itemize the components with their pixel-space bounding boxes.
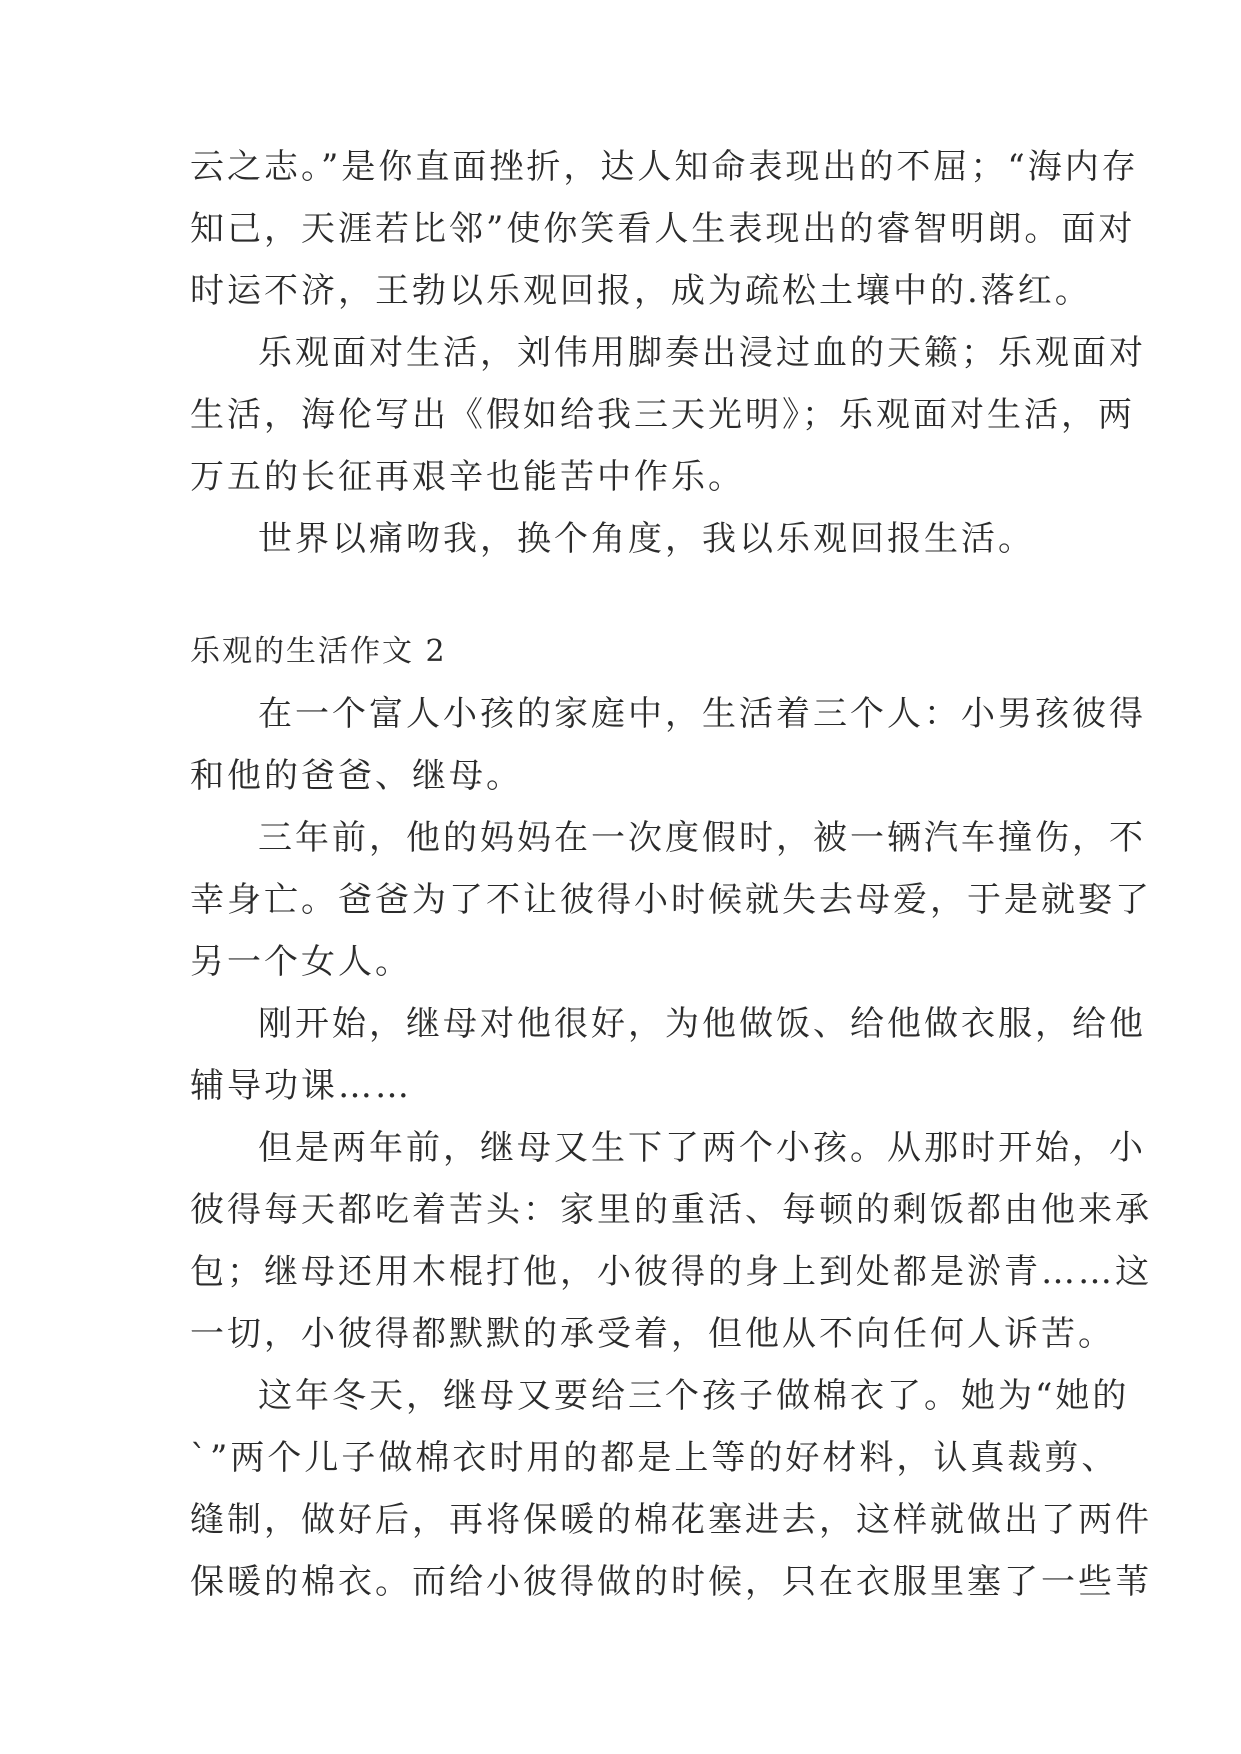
essay1-p2-line-2: 生活，海伦写出《假如给我三天光明》；乐观面对生活，两 [190, 395, 1135, 435]
essay2-p2-line-3: 另一个女人。 [190, 942, 412, 982]
essay2-p4-line-1: 但是两年前，继母又生下了两个小孩。从那时开始，小 [258, 1128, 1146, 1168]
essay1-p2-line-3: 万五的长征再艰辛也能苦中作乐。 [190, 457, 745, 497]
essay2-p5-line-1: 这年冬天，继母又要给三个孩子做棉衣了。她为“她的 [258, 1376, 1130, 1416]
essay2-p3-line-1: 刚开始，继母对他很好，为他做饭、给他做衣服，给他 [258, 1004, 1146, 1044]
essay1-p1-line-2: 知己，天涯若比邻”使你笑看人生表现出的睿智明朗。面对 [190, 209, 1136, 249]
essay2-p2-line-2: 幸身亡。爸爸为了不让彼得小时候就失去母爱，于是就娶了 [190, 880, 1152, 920]
essay1-p3-line-1: 世界以痛吻我，换个角度，我以乐观回报生活。 [258, 519, 1035, 559]
essay1-p1-line-3: 时运不济，王勃以乐观回报，成为疏松土壤中的.落红。 [190, 271, 1092, 311]
essay2-title: 乐观的生活作文 2 [190, 634, 447, 669]
essay2-p1-line-1: 在一个富人小孩的家庭中，生活着三个人：小男孩彼得 [258, 694, 1146, 734]
essay2-p4-line-3: 包；继母还用木棍打他，小彼得的身上到处都是淤青……这 [190, 1252, 1152, 1292]
essay2-p2-line-1: 三年前，他的妈妈在一次度假时，被一辆汽车撞伤，不 [258, 818, 1146, 858]
essay2-p5-line-3: 缝制，做好后，再将保暖的棉花塞进去，这样就做出了两件 [190, 1500, 1152, 1540]
essay2-p3-line-2: 辅导功课…… [190, 1066, 412, 1106]
essay1-p1-line-1: 云之志。”是你直面挫折，达人知命表现出的不屈；“海内存 [190, 147, 1139, 187]
essay1-p2-line-1: 乐观面对生活，刘伟用脚奏出浸过血的天籁；乐观面对 [258, 333, 1146, 373]
essay2-p4-line-2: 彼得每天都吃着苦头：家里的重活、每顿的剩饭都由他来承 [190, 1190, 1152, 1230]
essay2-p1-line-2: 和他的爸爸、继母。 [190, 756, 523, 796]
essay2-p5-line-2: `”两个儿子做棉衣时用的都是上等的好材料，认真裁剪、 [190, 1438, 1119, 1478]
essay2-p4-line-4: 一切，小彼得都默默的承受着，但他从不向任何人诉苦。 [190, 1314, 1115, 1354]
essay2-p5-line-4: 保暖的棉衣。而给小彼得做的时候，只在衣服里塞了一些苇 [190, 1562, 1152, 1602]
